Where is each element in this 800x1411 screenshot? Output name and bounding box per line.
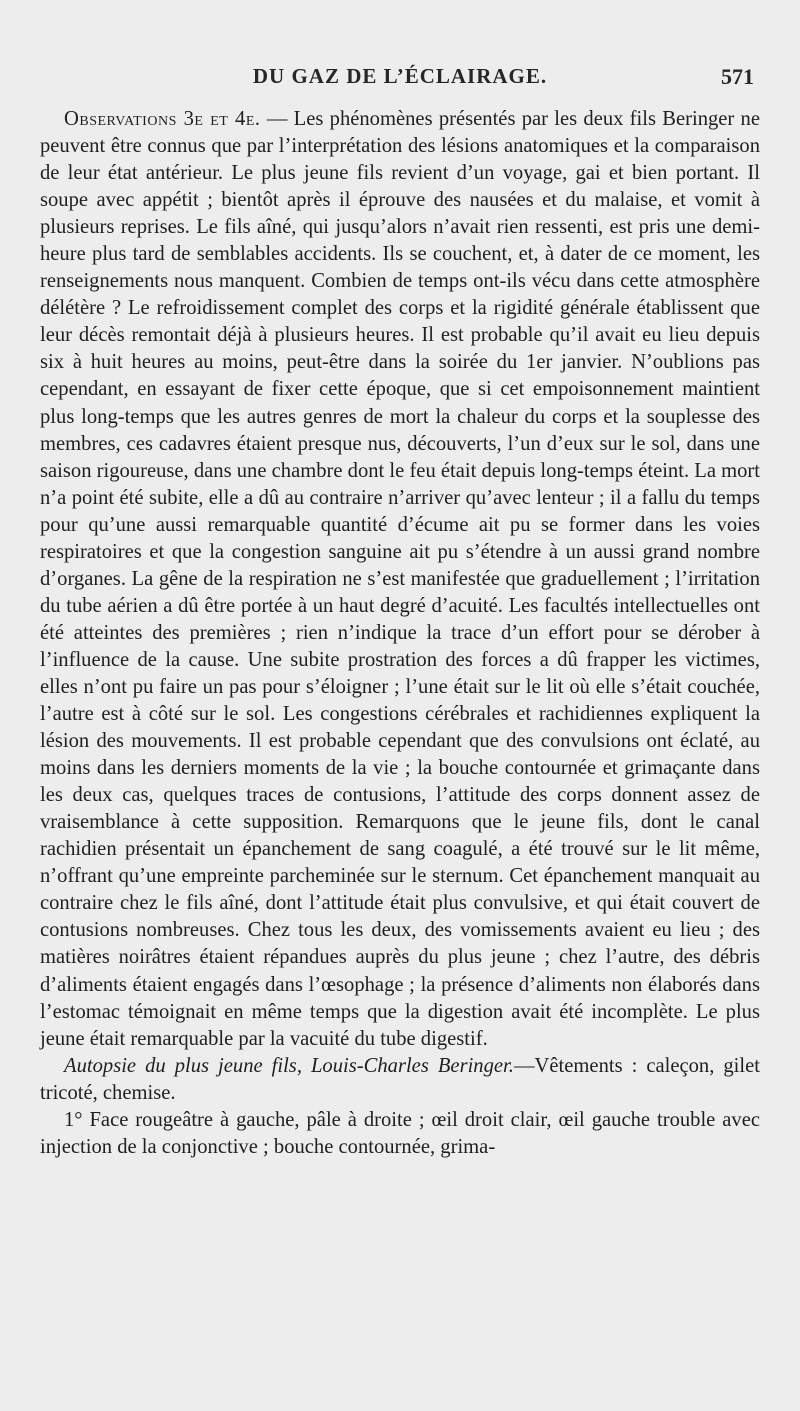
body-text <box>40 106 760 1161</box>
paragraph-lead: Observations 3e et 4e. <box>64 108 261 130</box>
paragraph-autopsie <box>40 1053 760 1107</box>
running-head: DU GAZ DE L’ÉCLAIRAGE. <box>252 64 548 88</box>
paragraph-body: —Vêtements : caleçon, gilet tricoté, chemise. <box>40 1054 760 1104</box>
paragraph-body: — Les phénomènes présentés par les deux fils Beringer ne peuvent être connus que par l’interprétation des lésions anatomiques et la comparaison de leur état antérieur. Le plus jeune fils revient d’un voyage, gai et bien portant. Il soupe avec appétit ; bientôt après il éprouve des nausées et du malaise, et vomit à plusieurs reprises. Le fils aîné, qui jusqu’alors n’avait rien ressenti, est pris une demi-heure plus tard de semblables accidents. Ils se couchent, et, à dater de ce moment, les renseignements nous manquent. Combien de temps ont-ils vécu dans cette atmosphère délétère ? Le refroidissement complet des corps et la rigidité générale établissent que leur décès remontait déjà à plusieurs heures. Il est probable qu’il avait eu lieu depuis six à huit heures au moins, peut-être dans la soirée du 1er janvier. N’oublions pas cependant, en essayant de fixer cette époque, que si cet empoisonnement maintient plus long-temps que les autres genres de mort la chaleur du corps et la souplesse des membres, ces cadavres étaient presque nus, découverts, l’un d’eux sur le sol, dans une saison rigoureuse, dans une chambre dont le feu était depuis long-temps éteint. La mort n’a point été subite, elle a dû au contraire n’arriver qu’avec lenteur ; il a fallu du temps pour qu’une aussi remarquable quantité d’écume ait pu se former dans les voies respiratoires et que la congestion sanguine ait pu s’étendre à un aussi grand nombre d’organes. La gêne de la respiration ne s’est manifestée que graduellement ; l’irritation du tube aérien a dû être portée à un haut degré d’acuité. Les facultés intellectuelles ont été atteintes des premières ; rien n’indique la trace d’un effort pour se dérober à l’influence de la cause. Une subite prostration des forces a dû frapper les victimes, elles n’ont pu faire un pas pour s’éloigner ; l’une était sur le lit où elle s’était couchée, l’autre est à côté sur le sol. Les congestions cérébrales et rachidiennes expliquent la lésion des mouvements. Il est probable cependant que des convulsions ont éclaté, au moins dans les derniers moments de la vie ; la bouche contournée et grimaçante dans les deux cas, quelques traces de contusions, l’attitude des corps donnent assez de vraisemblance à cette supposition. Remarquons que le jeune fils, dont le canal rachidien présentait un épanchement de sang coagulé, a été trouvé sur le lit même, n’offrant qu’une empreinte parcheminée sur le sternum. Cet épanchement manquait au contraire chez le fils aîné, dont l’attitude était plus convulsive, et qui était couvert de contusions nombreuses. Chez tous les deux, des vomissements avaient eu lieu ; des matières noirâtres étaient répandues auprès du plus jeune ; chez l’autre, des débris d’aliments étaient engagés dans l’œsophage ; la présence d’aliments non élaborés dans l’estomac témoignait en même temps que la digestion avait été incomplète. Le plus jeune était remarquable par la vacuité du tube digestif. <box>40 108 761 1050</box>
paragraph-observations <box>40 106 760 1053</box>
paragraph-lead: Autopsie du plus jeune fils, Louis-Charles Beringer. <box>64 1054 514 1077</box>
page-number: 571 <box>721 64 754 89</box>
page-header <box>40 64 760 100</box>
paragraph-body: 1° Face rougeâtre à gauche, pâle à droite ; œil droit clair, œil gauche trouble avec injection de la conjonctive ; bouche contournée, grima- <box>40 1108 760 1158</box>
paragraph-item-1 <box>40 1107 760 1161</box>
